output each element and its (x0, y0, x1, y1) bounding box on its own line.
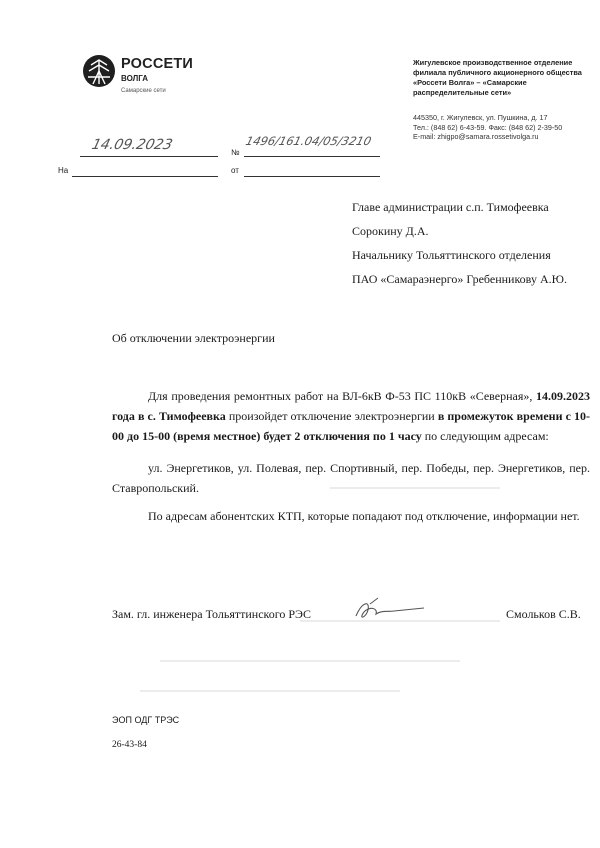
registration-date: 14.09.2023 (90, 137, 175, 153)
number-line (244, 156, 380, 157)
body-text: произойдет отключение электроэнергии (225, 409, 438, 423)
addressee-line: Главе администрации с.п. Тимофеевка (352, 200, 549, 214)
registration-number: 1496/161.04/05/3210 (244, 134, 373, 148)
contact-address: 445350, г. Жигулевск, ул. Пушкина, д. 17 (413, 113, 548, 122)
body-paragraph-2 (112, 458, 590, 498)
executor-department: ЭОП ОДГ ТРЭС (112, 715, 180, 725)
body-text: по следующим адресам: (421, 429, 549, 443)
bleed-through-mark (160, 660, 460, 662)
body-paragraph-1 (112, 386, 590, 446)
contact-email: E-mail: zhigpo@samara.rossetivolga.ru (413, 132, 539, 142)
org-line: Жигулевское производственное отделение (413, 58, 573, 67)
rosseti-logo-icon (82, 54, 116, 88)
bleed-through-mark (330, 487, 500, 489)
logo-name: РОССЕТИ (121, 56, 194, 72)
handwritten-signature-icon (348, 596, 428, 626)
from-line (244, 176, 380, 177)
to-label: На (58, 166, 69, 175)
signer-name: Смольков С.В. (506, 607, 581, 621)
organization-contacts (413, 113, 593, 142)
date-place-bold: 14.09.2023 года в с. Тимофеевка (112, 389, 590, 423)
time-window-bold: в промежуток времени с 10-00 до 15-00 (время местное) будет 2 отключения по 1 часу (112, 409, 590, 443)
org-line: «Россети Волга» – «Самарские (413, 78, 527, 87)
org-line: распределительные сети» (413, 88, 512, 97)
executor-phone: 26-43-84 (112, 740, 147, 750)
address-list: ул. Энергетиков, ул. Полевая, пер. Спортивный, пер. Победы, пер. Энергетиков, пер. Ставропольский. (112, 461, 590, 495)
to-line (72, 176, 218, 177)
body-text: Для проведения ремонтных работ на ВЛ-6кВ Ф-53 ПС 110кВ «Северная», (148, 389, 536, 403)
contact-phone: Тел.: (848 62) 6-43-59. Факс: (848 62) 2-39-50 (413, 122, 563, 132)
org-line: филиала публичного акционерного общества (413, 68, 582, 77)
from-label: от (231, 166, 239, 175)
logo-region: Самарские сети (121, 88, 166, 94)
logo-sub: ВОЛГА (121, 74, 149, 83)
letter-subject: Об отключении электроэнергии (112, 331, 275, 345)
addressee-line: Сорокину Д.А. (352, 224, 429, 238)
organization-name (413, 58, 588, 98)
number-label: № (231, 148, 240, 157)
date-line (80, 156, 218, 157)
body-paragraph-3: По адресам абонентских КТП, которые попадают под отключение, информации нет. (148, 509, 580, 523)
bleed-through-mark (140, 690, 400, 692)
signer-position: Зам. гл. инженера Тольяттинского РЭС (112, 607, 311, 621)
addressee-line: ПАО «Самараэнерго» Гребенникову А.Ю. (352, 272, 567, 286)
addressee-line: Начальнику Тольяттинского отделения (352, 248, 551, 262)
